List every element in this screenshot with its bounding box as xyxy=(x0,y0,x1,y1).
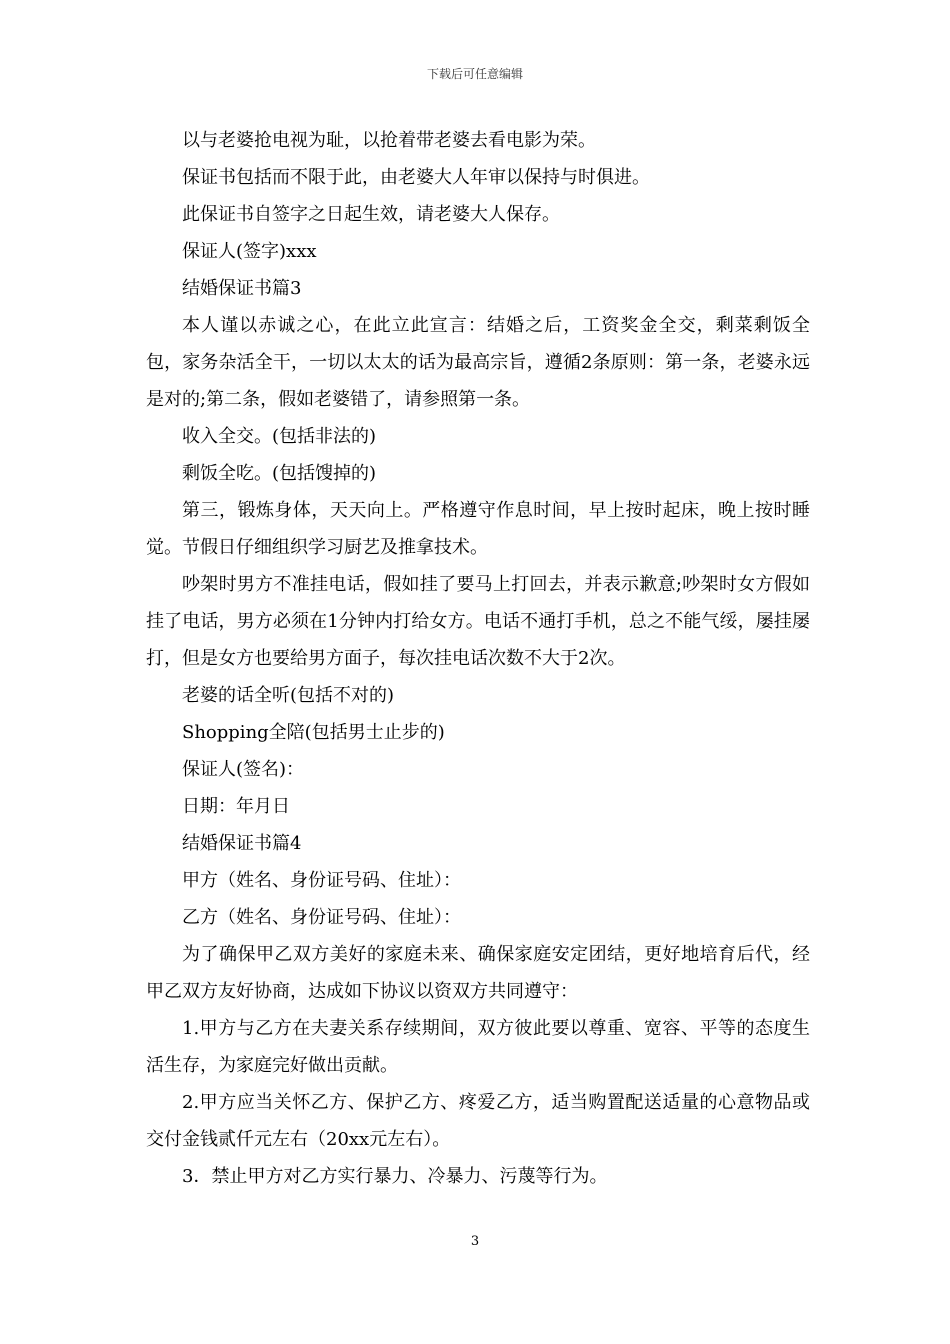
party-a-line: 甲方（姓名、身份证号码、住址）： xyxy=(182,870,461,891)
section-heading: 结婚保证书篇4 xyxy=(182,833,302,854)
paragraph: 本人谨以赤诚之心，在此立此宣言：结婚之后，工资奖金全交，剩菜剩饭全包，家务杂活全干，一切以太太的话为最高宗旨，遵循2条原则：第一条，老婆永远是对的;第二条，假如老婆错了，请参照第一条。 xyxy=(146,315,810,410)
paragraph: Shopping全陪(包括男士止步的) xyxy=(182,722,445,743)
clause: 2.甲方应当关怀乙方、保护乙方、疼爱乙方，适当购置配送适量的心意物品或交付金钱贰仟元左右（20xx元左右）。 xyxy=(146,1092,810,1150)
date-line: 日期：年月日 xyxy=(182,796,290,817)
paragraph: 此保证书自签字之日起生效，请老婆大人保存。 xyxy=(182,204,560,225)
paragraph: 保证人(签字)xxx xyxy=(182,241,317,262)
paragraph: 老婆的话全听(包括不对的) xyxy=(182,685,395,706)
page-header: 下载后可任意编辑 xyxy=(426,67,523,81)
paragraph: 收入全交。(包括非法的) xyxy=(182,426,377,447)
document-body xyxy=(146,122,810,1195)
section-heading: 结婚保证书篇3 xyxy=(182,278,302,299)
paragraph: 第三，锻炼身体，天天向上。严格遵守作息时间，早上按时起床，晚上按时睡觉。节假日仔细组织学习厨艺及推拿技术。 xyxy=(146,500,810,558)
paragraph: 吵架时男方不准挂电话，假如挂了要马上打回去，并表示歉意;吵架时女方假如挂了电话，男方必须在1分钟内打给女方。电话不通打手机，总之不能气绥，屡挂屡打，但是女方也要给男方面子，每次挂电话次数不大于2次。 xyxy=(146,574,810,669)
paragraph: 以与老婆抢电视为耻，以抢着带老婆去看电影为荣。 xyxy=(182,130,596,151)
signature-line: 保证人(签名)： xyxy=(182,759,305,780)
paragraph: 保证书包括而不限于此，由老婆大人年审以保持与时俱进。 xyxy=(182,167,650,188)
clause: 3．禁止甲方对乙方实行暴力、冷暴力、污蔑等行为。 xyxy=(182,1166,608,1187)
paragraph: 为了确保甲乙双方美好的家庭未来、确保家庭安定团结，更好地培育后代，经甲乙双方友好协商，达成如下协议以资双方共同遵守： xyxy=(146,944,810,1002)
party-b-line: 乙方（姓名、身份证号码、住址）： xyxy=(182,907,461,928)
page-number: 3 xyxy=(470,1234,480,1249)
clause: 1.甲方与乙方在夫妻关系存续期间，双方彼此要以尊重、宽容、平等的态度生活生存，为家庭完好做出贡献。 xyxy=(146,1018,810,1076)
paragraph: 剩饭全吃。(包括馊掉的) xyxy=(182,463,377,484)
